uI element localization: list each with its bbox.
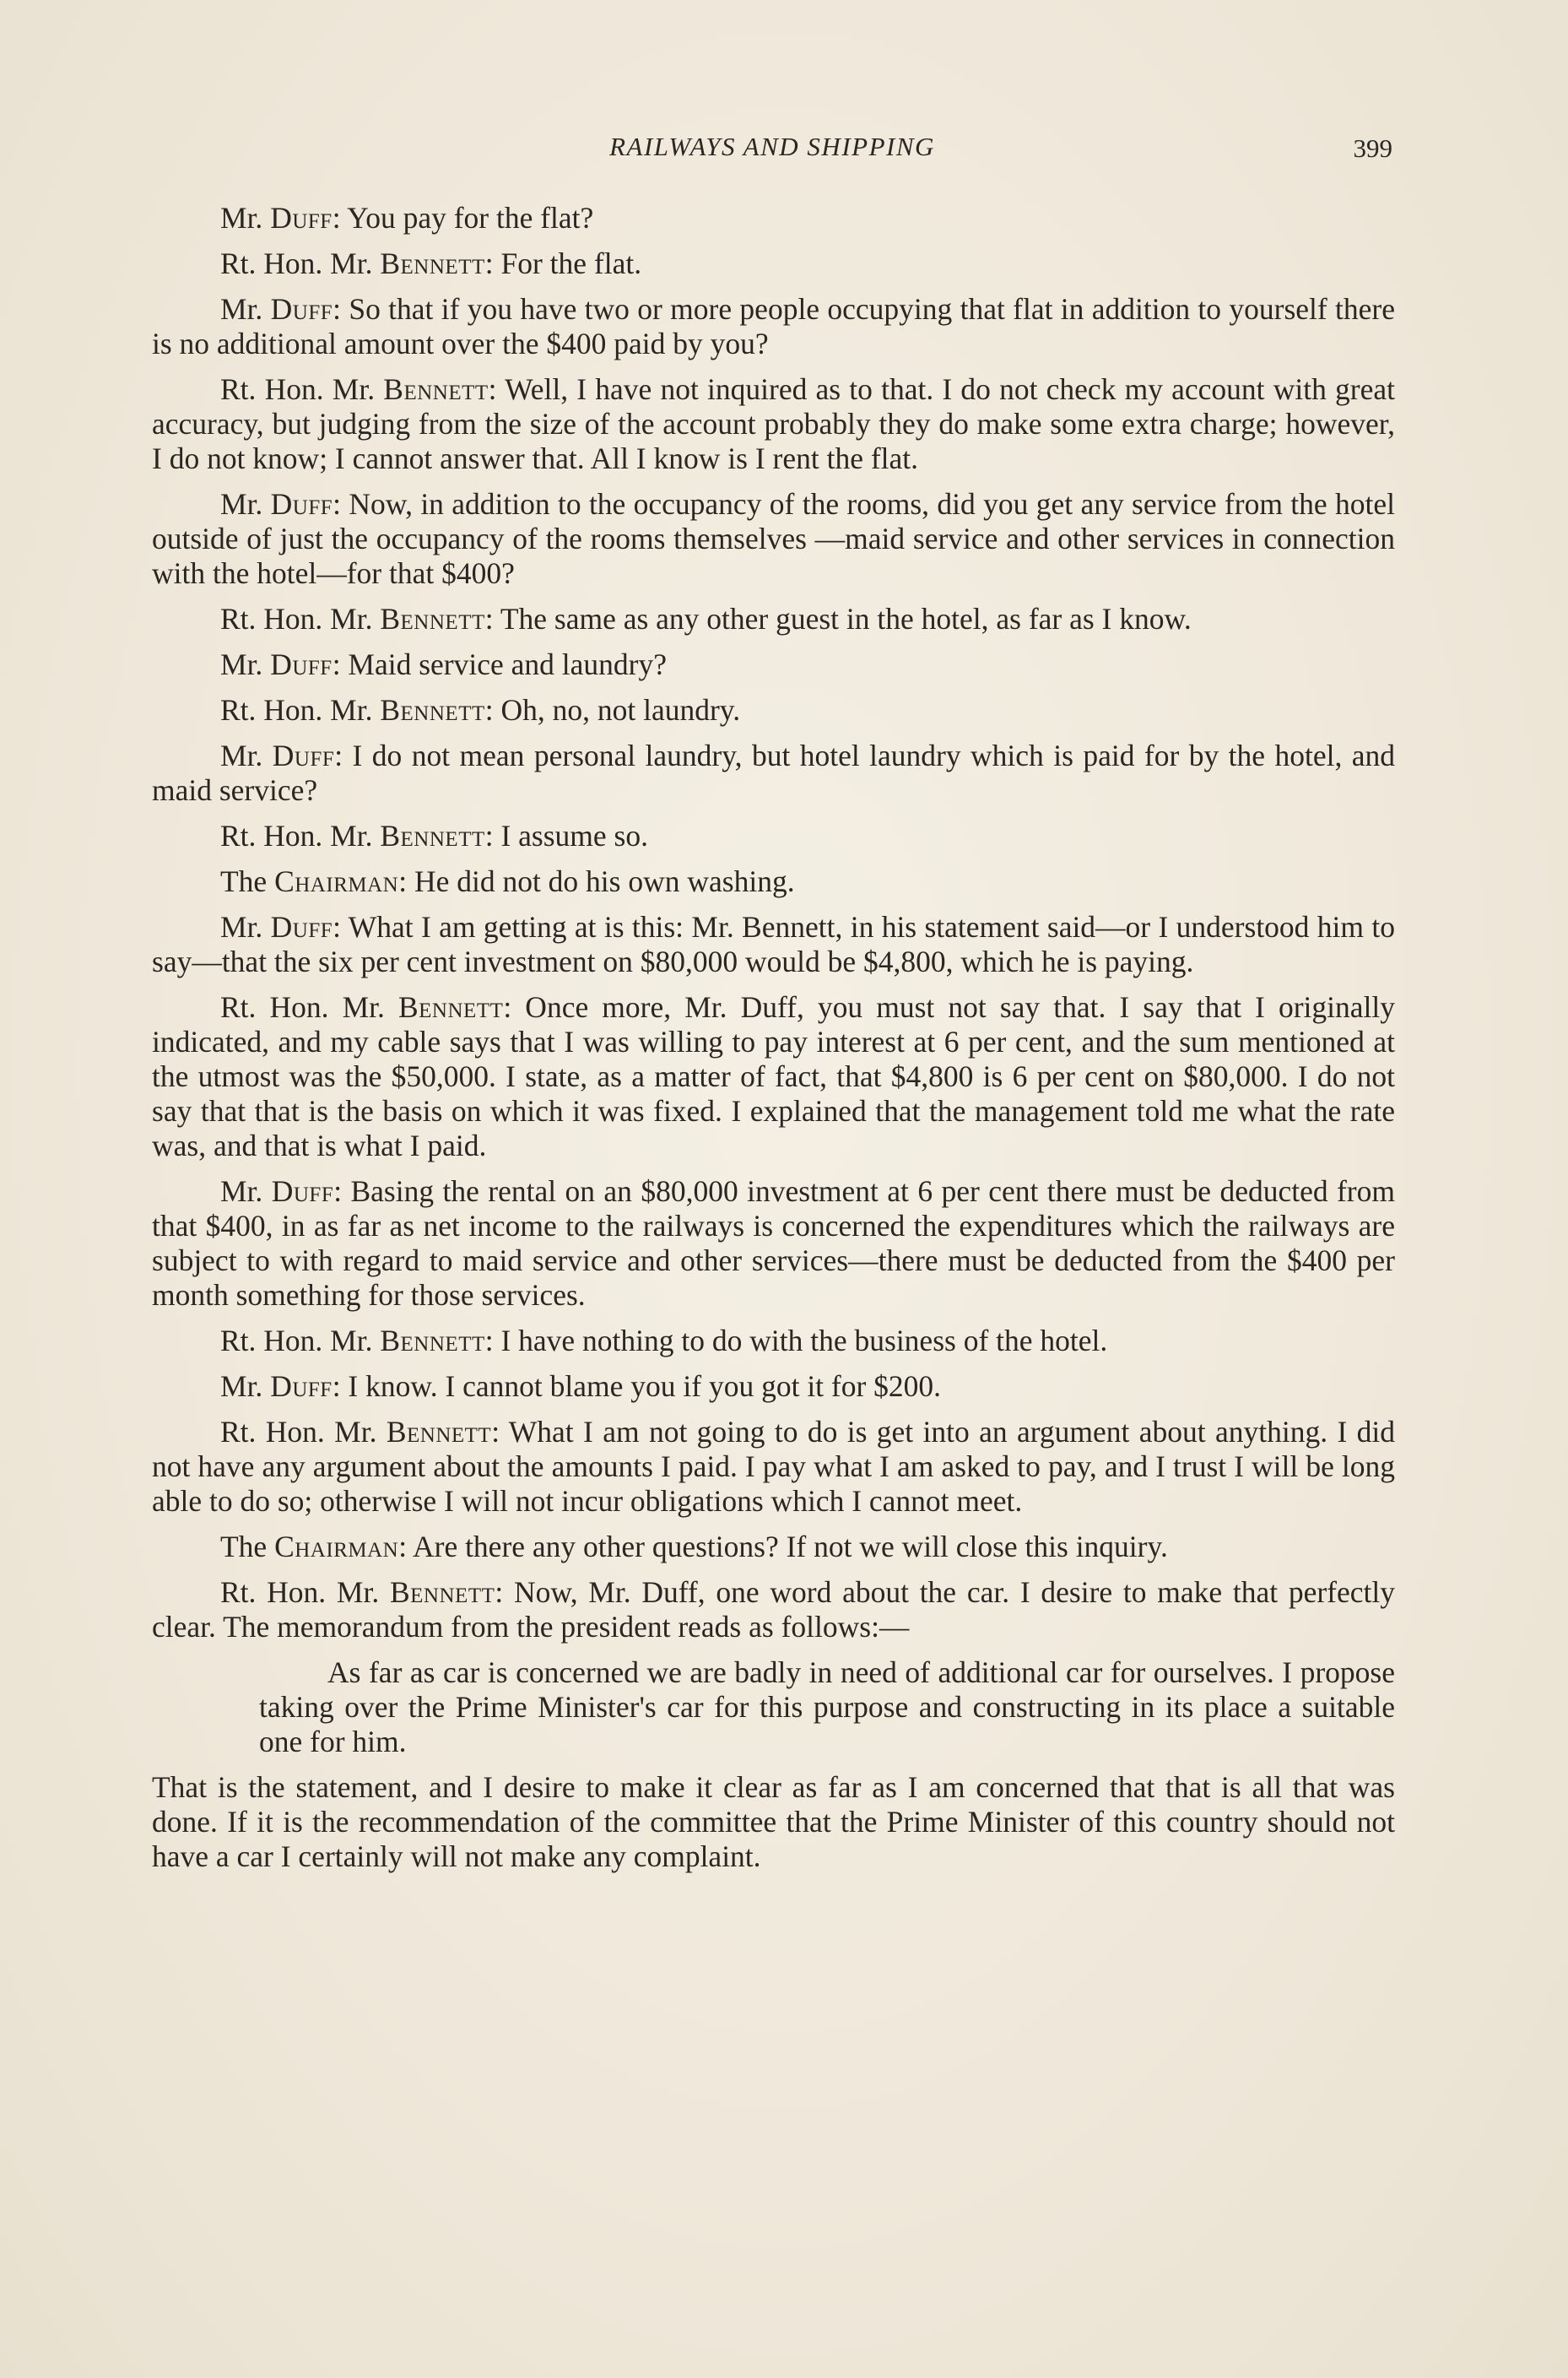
running-title: RAILWAYS AND SHIPPING [609,132,935,161]
paragraph: Mr. Duff: You pay for the flat? [220,201,594,235]
paragraph: Mr. Duff: What I am getting at is this: Mr. Bennett, in his statement said—or I understood him to say—that the six per cent investment on $80,000 would be $4,800, which he is paying. [152,910,1395,978]
paragraph: Rt. Hon. Mr. Bennett: Once more, Mr. Duff, you must not say that. I say that I originally indicated, and my cable says that I was willing to pay interest at 6 per cent, and the sum mentioned at the utmost was the $50,000. I state, as a matter of fact, that $4,800 is 6 per cent on $80,000. I do not say that that is the basis on which it was fixed. I explained that the management told me what the rate was, and that is what I paid. [152,990,1395,1162]
speaker-name: Bennett [383,372,489,406]
speaker-name: Duff [270,201,333,235]
paragraph: Rt. Hon. Mr. Bennett: The same as any other guest in the hotel, as far as I know. [220,602,1192,636]
speaker-name: Duff [270,910,333,944]
speaker-name: Duff [270,1369,333,1403]
paragraph: Mr. Duff: Maid service and laundry? [220,647,667,681]
speaker-name: Bennett [380,602,485,636]
paragraph: Rt. Hon. Mr. Bennett: I have nothing to do with the business of the hotel. [220,1324,1108,1357]
speaker-name: Bennett [380,246,485,280]
speaker-name: Bennett [380,693,485,727]
paragraph: Mr. Duff: So that if you have two or more people occupying that flat in addition to yourself there is no additional amount over the $400 paid by you? [152,292,1395,360]
speaker-name: Chairman [274,1530,399,1563]
paragraph: Rt. Hon. Mr. Bennett: I assume so. [220,819,648,853]
speaker-name: Bennett [389,1575,495,1609]
paragraph: Rt. Hon. Mr. Bennett: Well, I have not inquired as to that. I do not check my account with great accuracy, but judging from the size of the account probably they do make some extra charge; however, I do not know; I cannot answer that. All I know is I rent the flat. [152,372,1395,475]
speaker-name: Chairman [274,864,399,898]
speaker-name: Duff [271,1174,334,1208]
speaker-name: Duff [270,292,333,326]
paragraph: Mr. Duff: I do not mean personal laundry, but hotel laundry which is paid for by the hotel, and maid service? [152,739,1396,807]
paragraph: Rt. Hon. Mr. Bennett: Now, Mr. Duff, one word about the car. I desire to make that perfectly clear. The memorandum from the president reads as follows:— [152,1575,1395,1644]
speaker-name: Bennett [386,1415,492,1449]
paragraph: Rt. Hon. Mr. Bennett: For the flat. [220,246,642,280]
paragraph: Mr. Duff: Basing the rental on an $80,000 investment at 6 per cent there must be deducted from that $400, in as far as net income to the railways is concerned the expenditures which the railways are subject to with regard to maid service and other services—there must be deducted from the $400 per month something for those services. [152,1174,1395,1312]
paragraph: Rt. Hon. Mr. Bennett: What I am not going to do is get into an argument about anything. I did not have any argument about the amounts I paid. I pay what I am asked to pay, and I trust I will be long able to do so; otherwise I will not incur obligations which I cannot meet. [152,1415,1395,1518]
speaker-name: Bennett [380,819,485,853]
paragraph: Mr. Duff: I know. I cannot blame you if you got it for $200. [220,1369,942,1403]
paragraph: The Chairman: He did not do his own washing. [220,864,795,898]
speaker-name: Duff [272,739,335,772]
running-head [152,132,1392,174]
paragraph: Mr. Duff: Now, in addition to the occupancy of the rooms, did you get any service from the hotel outside of just the occupancy of the rooms themselves —maid service and other services in connection with the hotel—for that $400? [152,487,1395,590]
speaker-name: Duff [270,647,333,681]
paragraph: Rt. Hon. Mr. Bennett: Oh, no, not laundry. [220,693,741,727]
page-number: 399 [1353,133,1392,163]
paragraph: The Chairman: Are there any other questions? If not we will close this inquiry. [220,1530,1168,1563]
speaker-name: Bennett [380,1324,485,1357]
speaker-name: Bennett [397,990,504,1024]
body-text [152,201,1395,1885]
speaker-name: Duff [270,487,333,521]
closing-paragraph: That is the statement, and I desire to make it clear as far as I am concerned that that is all that was done. If it is the recommendation of the committee that the Prime Minister of this country should not have a car I certainly will not make any complaint. [152,1770,1395,1873]
block-quote: As far as car is concerned we are badly in need of additional car for ourselves. I propose taking over the Prime Minister's car for this purpose and constructing in its place a suitable one for him. [259,1655,1395,1758]
